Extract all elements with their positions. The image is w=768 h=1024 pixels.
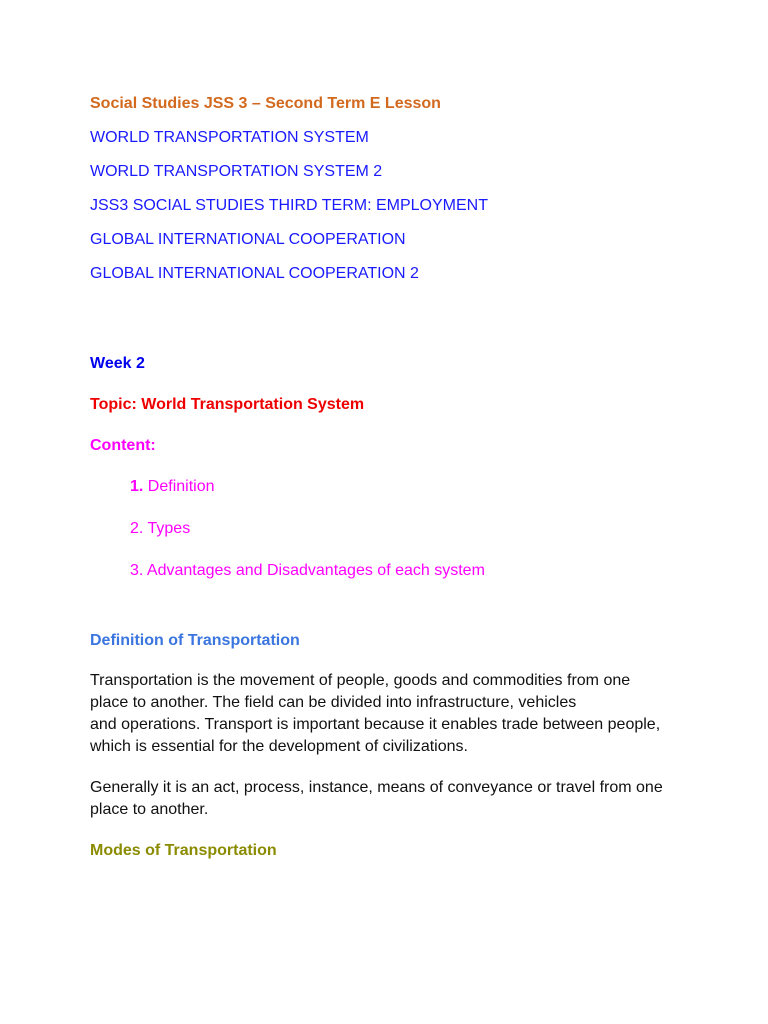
link-jss3-third-term-employment[interactable]: JSS3 SOCIAL STUDIES THIRD TERM: EMPLOYMENT [90, 197, 488, 214]
link-global-international-cooperation[interactable]: GLOBAL INTERNATIONAL COOPERATION [90, 231, 406, 248]
list-item [90, 560, 680, 582]
paragraph-line: place to another. The field can be divided into infrastructure, vehicles [90, 694, 577, 711]
general-definition-paragraph [90, 777, 680, 821]
modes-heading: Modes of Transportation [90, 842, 277, 859]
list-item-text: Advantages and Disadvantages of each system [143, 562, 485, 579]
related-links [90, 127, 680, 285]
topic-heading: Topic: World Transportation System [90, 396, 365, 413]
list-item-number: 2. [130, 520, 144, 537]
paragraph-line: Generally it is an act, process, instance, means of conveyance or travel from one [90, 779, 663, 796]
list-item-number: 3. [130, 562, 144, 579]
link-global-international-cooperation-2[interactable]: GLOBAL INTERNATIONAL COOPERATION 2 [90, 265, 419, 282]
list-item [90, 476, 680, 498]
lesson-title: Social Studies JSS 3 – Second Term E Lesson [90, 95, 441, 112]
document-body [90, 93, 680, 862]
definition-paragraph [90, 670, 680, 758]
paragraph-line: which is essential for the development of civilizations. [90, 738, 468, 755]
paragraph-line: Transportation is the movement of people, goods and commodities from one [90, 672, 631, 689]
paragraph-line: and operations. Transport is important because it enables trade between people, [90, 716, 661, 733]
list-item-number: 1. [130, 478, 144, 495]
week-label: Week 2 [90, 355, 145, 372]
list-item-text: Types [143, 520, 191, 537]
definition-heading: Definition of Transportation [90, 632, 300, 649]
list-item [90, 518, 680, 540]
content-list [90, 476, 680, 582]
paragraph-line: place to another. [90, 801, 209, 818]
link-world-transportation-system[interactable]: WORLD TRANSPORTATION SYSTEM [90, 129, 369, 146]
link-world-transportation-system-2[interactable]: WORLD TRANSPORTATION SYSTEM 2 [90, 163, 383, 180]
list-item-text: Definition [143, 478, 215, 495]
content-heading: Content: [90, 437, 156, 454]
